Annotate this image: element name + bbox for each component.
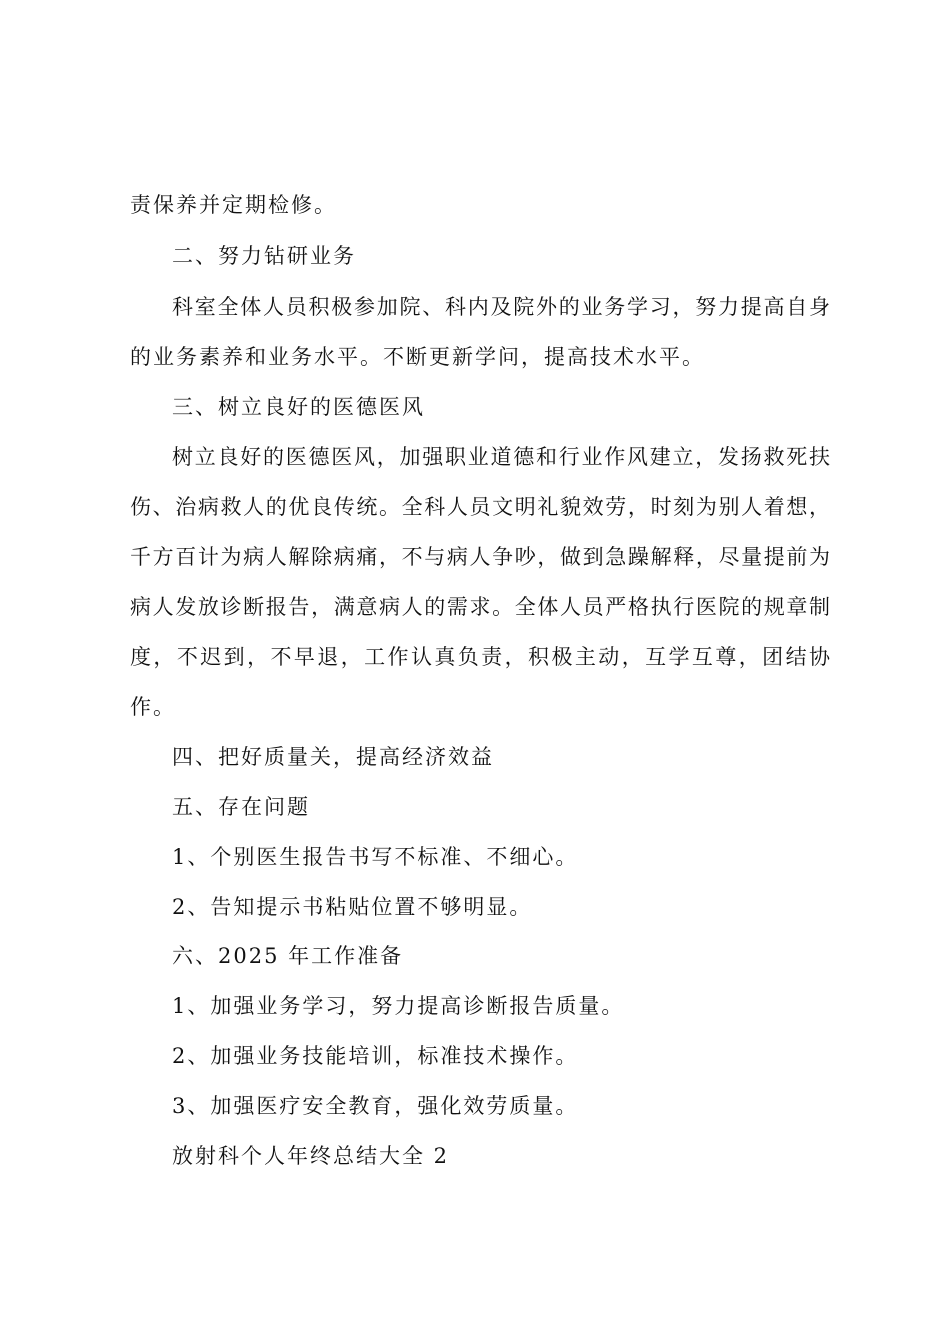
list-item: 1、加强业务学习，努力提高诊断报告质量。 <box>172 994 625 1018</box>
section-heading: 五、存在问题 <box>172 795 310 819</box>
section-heading: 三、树立良好的医德医风 <box>172 395 425 419</box>
paragraph-line: 千方百计为病人解除病痛，不与病人争吵，做到急躁解释，尽量提前为 <box>130 545 830 569</box>
list-item: 2、告知提示书粘贴位置不够明显。 <box>172 895 533 919</box>
paragraph-line: 伤、治病救人的优良传统。全科人员文明礼貌效劳，时刻为别人着想， <box>130 495 830 519</box>
list-item: 1、个别医生报告书写不标准、不细心。 <box>172 845 579 869</box>
paragraph-line: 科室全体人员积极参加院、科内及院外的业务学习，努力提高自身 <box>172 295 830 319</box>
paragraph-line: 树立良好的医德医风，加强职业道德和行业作风建立，发扬救死扶 <box>172 445 830 469</box>
paragraph-line: 病人发放诊断报告，满意病人的需求。全体人员严格执行医院的规章制 <box>130 595 830 619</box>
section-heading: 六、2025 年工作准备 <box>172 944 404 968</box>
list-item: 3、加强医疗安全教育，强化效劳质量。 <box>172 1094 579 1118</box>
section-heading: 四、把好质量关，提高经济效益 <box>172 745 494 769</box>
section-heading: 二、努力钻研业务 <box>172 244 356 268</box>
paragraph-line: 度，不迟到，不早退，工作认真负责，积极主动，互学互尊，团结协 <box>130 645 830 669</box>
paragraph-line: 的业务素养和业务水平。不断更新学问，提高技术水平。 <box>130 345 705 369</box>
list-item: 2、加强业务技能培训，标准技术操作。 <box>172 1044 579 1068</box>
paragraph-line: 作。 <box>130 695 176 719</box>
document-title: 放射科个人年终总结大全 2 <box>172 1144 450 1168</box>
paragraph-line: 责保养并定期检修。 <box>130 193 337 217</box>
